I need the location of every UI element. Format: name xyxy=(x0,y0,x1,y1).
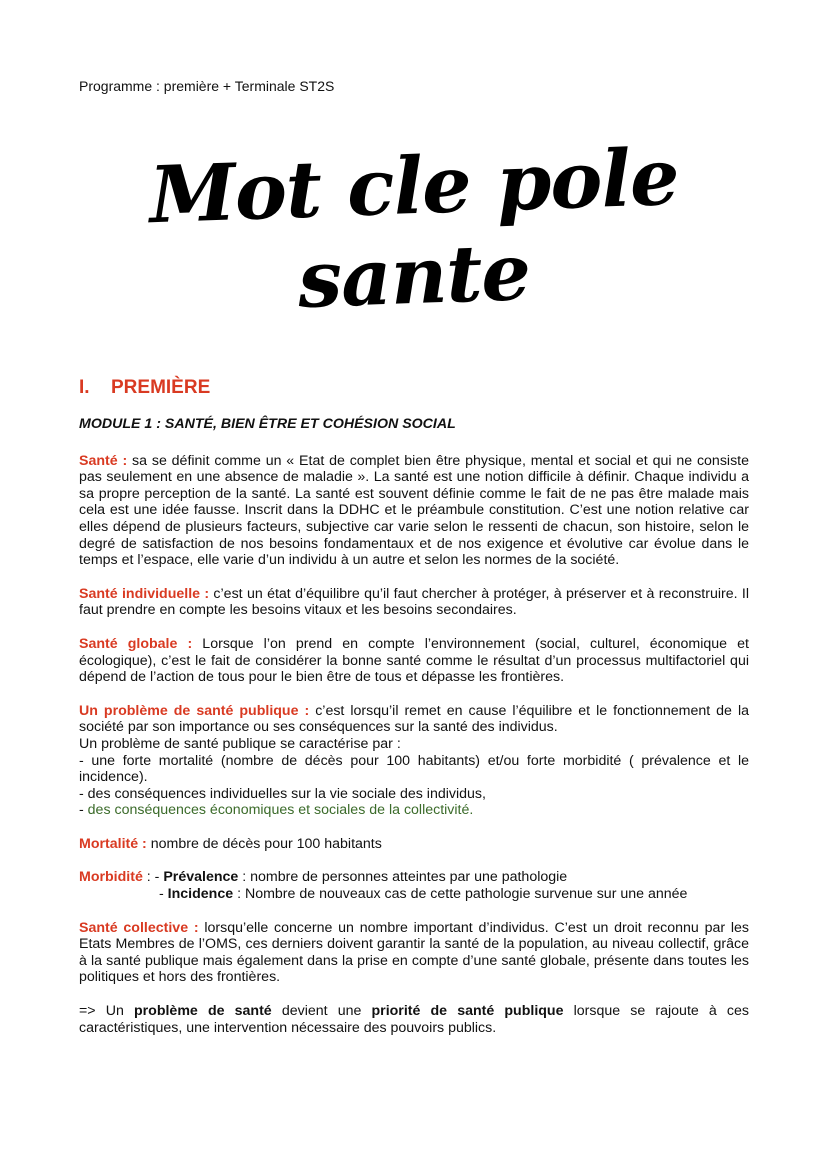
criteria-intro: Un problème de santé publique se caractérise par : xyxy=(79,735,401,752)
conclusion-part: devient une xyxy=(271,1003,372,1020)
definition-mortalite xyxy=(79,836,749,853)
definition-sante-globale xyxy=(79,636,749,686)
definition-morbidite xyxy=(79,869,749,902)
section-title: PREMIÈRE xyxy=(111,377,211,398)
definition-sante-collective xyxy=(79,920,749,986)
term-sante-globale: Santé globale : xyxy=(79,635,193,652)
incidence-label: Incidence xyxy=(167,886,234,903)
definition-sante xyxy=(79,453,749,569)
criteria-item xyxy=(79,802,749,819)
definition-text: Lorsque l’on prend en compte l’environnement (social, culturel, économique et écologique), c’est le fait de considérer la bonne santé comme le résultat d’un processus multifactoriel qui dépend de l’action de tous pour le bien être de tous et dépasse les frontières. xyxy=(79,635,749,686)
morbidite-line-prevalence xyxy=(79,869,749,886)
incidence-text: : Nombre de nouveaux cas de cette pathologie survenue sur une année xyxy=(233,886,688,903)
prevalence-text: : nombre de personnes atteintes par une pathologie xyxy=(238,869,568,886)
definition-sante-individuelle xyxy=(79,586,749,619)
term-sante-collective: Santé collective : xyxy=(79,919,199,936)
programme-line: Programme : première + Terminale ST2S xyxy=(79,78,335,94)
incidence-dash: - xyxy=(159,886,168,903)
prevalence-label: Prévalence xyxy=(163,869,239,886)
definition-line xyxy=(79,703,749,736)
criteria-item-highlight: des conséquences économiques et sociales de la collectivité. xyxy=(87,802,474,819)
criteria-dash: - xyxy=(79,802,88,819)
module-heading: MODULE 1 : SANTÉ, BIEN ÊTRE ET COHÉSION SOCIAL xyxy=(79,416,456,432)
definition-text: nombre de décès pour 100 habitants xyxy=(146,835,382,852)
main-content xyxy=(79,376,749,1053)
title-line-1: Mot cle pole xyxy=(147,131,681,242)
section-number: I. xyxy=(79,377,90,398)
morbidite-separator: : - xyxy=(142,869,164,886)
term-sante-individuelle: Santé individuelle : xyxy=(79,585,210,602)
definition-text: c’est lorsqu’il remet en cause l’équilibre et le fonctionnement de la société par son importance ou ses conséquences sur la santé des individus. xyxy=(79,702,749,736)
conclusion-bold: problème de santé xyxy=(133,1003,272,1020)
section-heading xyxy=(79,376,749,400)
conclusion-part: => Un xyxy=(79,1003,134,1020)
definition-probleme-sante-publique xyxy=(79,703,749,819)
term-probleme-sante-publique: Un problème de santé publique : xyxy=(79,702,310,719)
criteria-item: - une forte mortalité (nombre de décès pour 100 habitants) et/ou forte morbidité ( prévalence et le incidence). xyxy=(79,752,749,786)
criteria-item: - des conséquences individuelles sur la vie sociale des individus, xyxy=(79,785,486,802)
definition-text: sa se définit comme un « Etat de complet bien être physique, mental et social et qui ne consiste pas seulement en une absence de maladie ». La santé est une notion difficile à définir. Chaque individu a sa propre perception de la santé. La santé est souvent définie comme le fait de ne pas être malade mais cela est une idée fausse. Inscrit dans la DDHC et le préambule constitution. C’est une notion relative car elles dépend de plusieurs facteurs, subjective car varie selon le ressenti de chacun, son histoire, selon le degré de satisfaction de nos besoins fondamentaux et de nos exigence et évolutive car évolue dans le temps et l’espace, elle varie d’un individu à un autre et selon les normes de la société. xyxy=(79,452,749,569)
title-line-2: sante xyxy=(296,226,532,327)
conclusion-bold: priorité de santé publique xyxy=(371,1003,564,1020)
definition-text: lorsqu’elle concerne un nombre important d’individus. C’est un droit reconnu par les Etats Membres de l’OMS, ces derniers doivent garantir la santé de la population, au niveau collectif, grâce à la santé publique mais également dans la prise en compte d’une santé globale, présente dans toutes les politiques et hors des frontières. xyxy=(79,919,749,986)
term-sante: Santé : xyxy=(79,452,128,469)
term-morbidite: Morbidité xyxy=(79,869,143,886)
morbidite-line-incidence xyxy=(79,886,749,903)
conclusion-part: lorsque se rajoute à ces caractéristiques, une intervention nécessaire des pouvoirs publics. xyxy=(79,1003,749,1036)
conclusion xyxy=(79,1003,749,1036)
definition-text: c’est un état d’équilibre qu’il faut chercher à protéger, à préserver et à reconstruire. Il faut prendre en compte les besoins vitaux et les besoins secondaires. xyxy=(79,585,749,619)
term-mortalite: Mortalité : xyxy=(79,835,147,852)
